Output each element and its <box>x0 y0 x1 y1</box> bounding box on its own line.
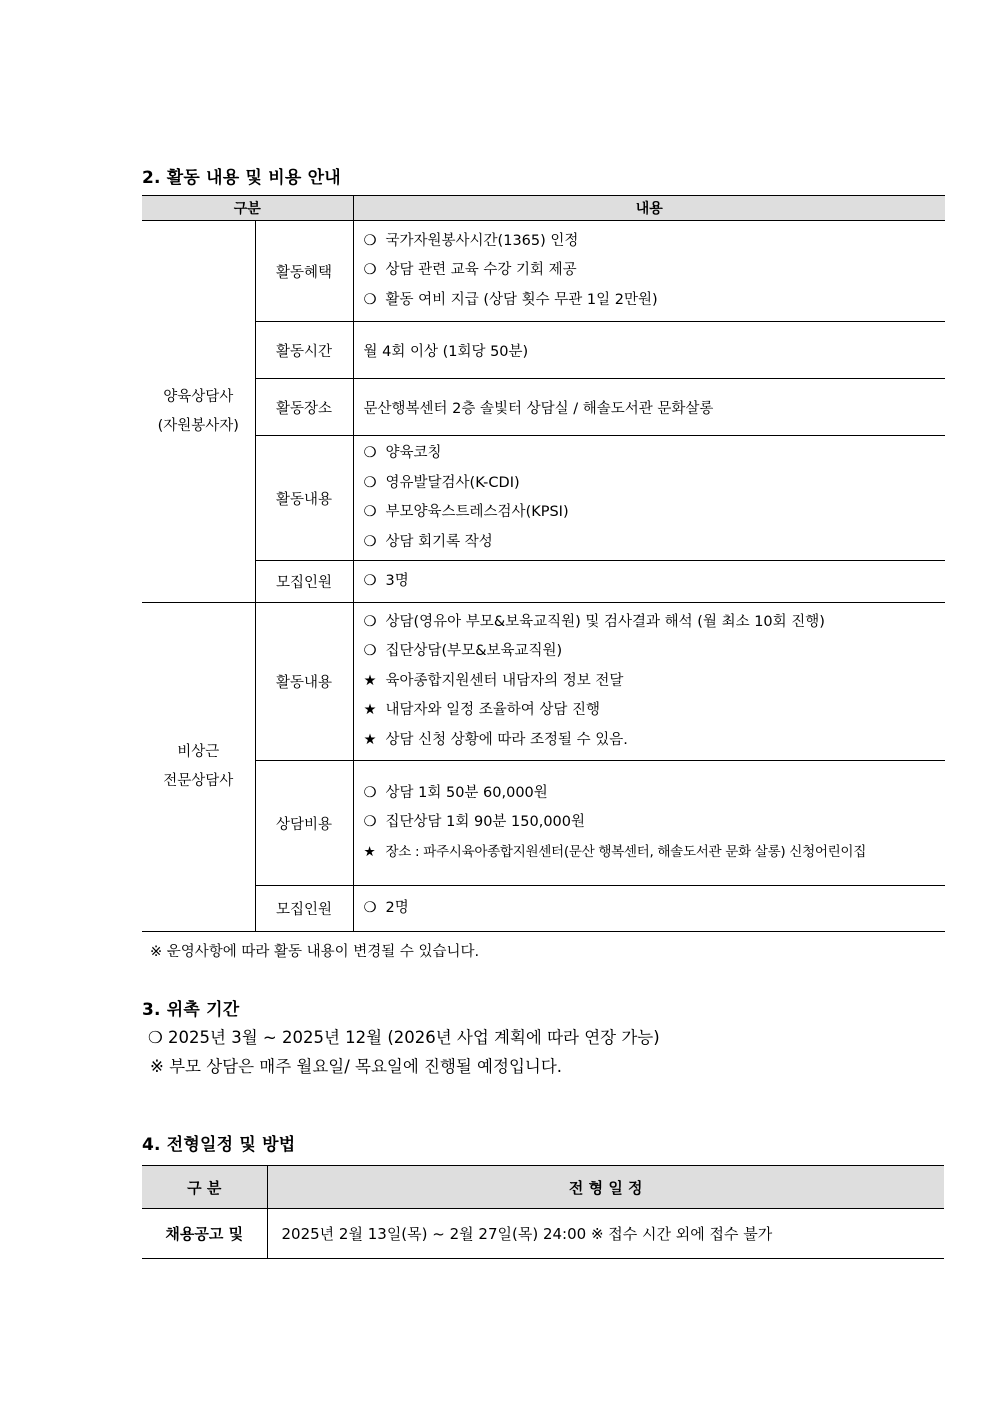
star-bullet-icon: ★ <box>363 843 376 860</box>
table-row <box>142 886 945 932</box>
list-item: ❍ 양육코칭 <box>364 439 946 469</box>
row-content <box>353 561 945 603</box>
list-item: ★ 장소 : 파주시육아종합지원센터(문산 행복센터, 해솔도서관 문화 살롱) 신청어린이집 <box>364 838 946 868</box>
row-content <box>353 761 945 886</box>
table-header-row <box>142 1166 944 1209</box>
group2-name-line1: 비상근 <box>177 744 220 760</box>
activity-table <box>142 195 945 932</box>
list-item: ❍ 상담 관련 교육 수강 기회 제공 <box>364 256 946 286</box>
list-item: ❍ 집단상담 1회 90분 150,000원 <box>364 808 946 838</box>
circle-bullet-icon: ❍ <box>363 504 377 520</box>
group1-name-line1: 양육상담사 <box>163 388 234 405</box>
group2-name-line2: 전문상담사 <box>163 773 234 789</box>
table-row <box>142 436 945 561</box>
row-label: 활동내용 <box>255 436 353 561</box>
schedule-table <box>142 1165 944 1259</box>
circle-bullet-icon: ❍ <box>363 814 377 831</box>
circle-bullet-icon: ❍ <box>363 445 377 461</box>
circle-bullet-icon: ❍ <box>363 533 377 550</box>
list-item: ★ 상담 신청 상황에 따라 조정될 수 있음. <box>364 726 946 756</box>
circle-bullet-icon: ❍ <box>363 784 377 801</box>
table-header-row <box>142 196 945 221</box>
row-content <box>353 436 945 561</box>
circle-bullet-icon: ❍ <box>363 613 377 630</box>
row-content <box>353 221 945 322</box>
circle-bullet-icon: ❍ <box>363 232 377 249</box>
row-content: 문산행복센터 2층 솔빛터 상담실 / 해솔도서관 문화살롱 <box>353 379 945 436</box>
row-label: 활동장소 <box>255 379 353 436</box>
circle-bullet-icon: ❍ <box>363 643 377 660</box>
table-row <box>142 322 945 379</box>
list-item: ★ 내담자와 일정 조율하여 상담 진행 <box>364 696 946 726</box>
row-label: 활동내용 <box>255 603 353 761</box>
star-bullet-icon: ★ <box>363 672 377 689</box>
group2-name <box>142 603 255 932</box>
section4-title: 4. 전형일정 및 방법 <box>142 1135 296 1155</box>
row-label: 상담비용 <box>255 761 353 886</box>
list-item: ❍ 활동 여비 지급 (상담 횟수 무관 1일 2만원) <box>364 286 946 316</box>
row-label: 활동혜택 <box>255 221 353 322</box>
section3-note: ※ 부모 상담은 매주 월요일/ 목요일에 진행될 예정입니다. <box>150 1057 563 1076</box>
header-category: 구 분 <box>142 1166 267 1209</box>
section2-note: ※ 운영사항에 따라 활동 내용이 변경될 수 있습니다. <box>150 944 480 960</box>
group1-name <box>142 221 255 603</box>
circle-bullet-icon: ❍ <box>363 291 377 308</box>
list-item: ❍ 상담(영유아 부모&보육교직원) 및 검사결과 해석 (월 최소 10회 진행) <box>364 608 946 638</box>
list-item: ❍ 2명 <box>364 894 946 924</box>
row-schedule: 2025년 2월 13일(목) ~ 2월 27일(목) 24:00 ※ 접수 시간 외에 접수 불가 <box>267 1209 944 1259</box>
list-item: ❍ 국가자원봉사시간(1365) 인정 <box>364 227 946 257</box>
row-content <box>353 603 945 761</box>
section3-title: 3. 위촉 기간 <box>142 1000 240 1020</box>
circle-bullet-icon: ❍ <box>363 572 377 589</box>
list-item: ★ 육아종합지원센터 내담자의 정보 전달 <box>364 667 946 697</box>
header-category: 구분 <box>142 196 353 221</box>
row-category: 채용공고 및 <box>142 1209 267 1259</box>
row-content <box>353 886 945 932</box>
circle-bullet-icon: ❍ <box>363 262 377 279</box>
table-row <box>142 221 945 322</box>
table-row <box>142 761 945 886</box>
table-row <box>142 379 945 436</box>
table-row <box>142 1209 944 1259</box>
row-content: 월 4회 이상 (1회당 50분) <box>353 322 945 379</box>
list-item: ❍ 상담 1회 50분 60,000원 <box>364 779 946 809</box>
list-item: ❍ 3명 <box>364 567 946 597</box>
row-label: 모집인원 <box>255 886 353 932</box>
list-item: ❍ 영유발달검사(K-CDI) <box>364 469 946 499</box>
list-item: ❍ 부모양육스트레스검사(KPSI) <box>364 498 946 528</box>
list-item: ❍ 집단상담(부모&보육교직원) <box>364 637 946 667</box>
star-bullet-icon: ★ <box>363 731 377 748</box>
row-label: 모집인원 <box>255 561 353 603</box>
table-row <box>142 603 945 761</box>
section3-period: ❍ 2025년 3월 ~ 2025년 12월 (2026년 사업 계획에 따라 연장 가능) <box>148 1028 660 1047</box>
section2-title: 2. 활동 내용 및 비용 안내 <box>142 168 341 188</box>
star-bullet-icon: ★ <box>363 702 377 719</box>
row-label: 활동시간 <box>255 322 353 379</box>
list-item: ❍ 상담 회기록 작성 <box>364 528 946 558</box>
table-row <box>142 561 945 603</box>
group1-name-line2: (자원봉사자) <box>157 417 239 434</box>
circle-bullet-icon: ❍ <box>363 899 377 916</box>
header-schedule: 전 형 일 정 <box>267 1166 944 1209</box>
circle-bullet-icon: ❍ <box>363 474 377 491</box>
header-content: 내용 <box>353 196 945 221</box>
